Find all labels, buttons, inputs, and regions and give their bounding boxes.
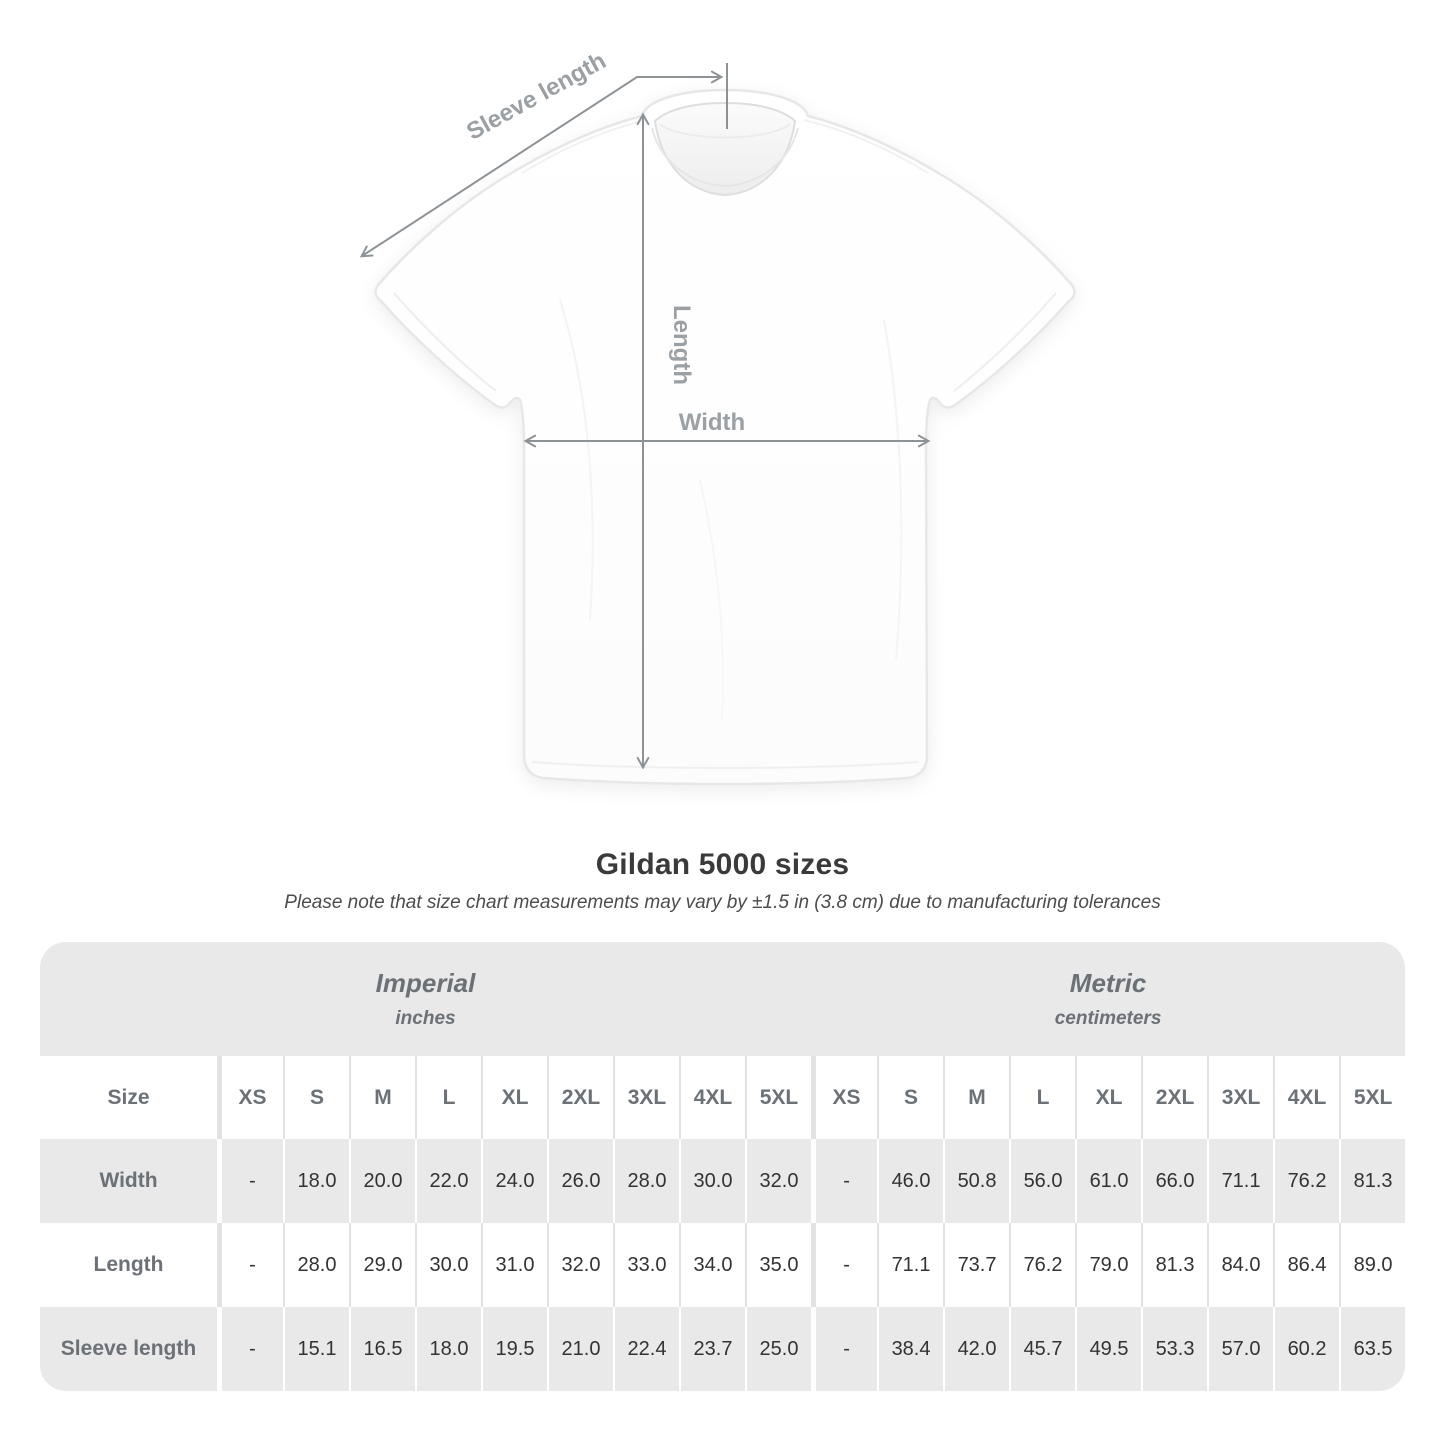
- row-label: Sleeve length: [40, 1307, 217, 1391]
- size-header-cell: 3XL: [1207, 1056, 1273, 1139]
- metric-group-header: [811, 942, 1405, 1056]
- tolerance-note: Please note that size chart measurements may vary by ±1.5 in (3.8 cm) due to manufacturing tolerances: [284, 892, 1161, 913]
- imperial-group-label: Imperial: [375, 968, 476, 998]
- sleeve-length-label: Sleeve length: [462, 47, 611, 146]
- value-cell: 57.0: [1207, 1307, 1273, 1391]
- value-cell: 66.0: [1141, 1139, 1207, 1223]
- value-cell: 30.0: [679, 1139, 745, 1223]
- value-cell: -: [811, 1307, 877, 1391]
- value-cell: 16.5: [349, 1307, 415, 1391]
- value-cell: 22.4: [613, 1307, 679, 1391]
- value-cell: 32.0: [745, 1139, 811, 1223]
- value-cell: -: [811, 1139, 877, 1223]
- size-header-cell: XL: [1075, 1056, 1141, 1139]
- value-cell: 29.0: [349, 1223, 415, 1307]
- value-cell: 30.0: [415, 1223, 481, 1307]
- size-header-cell: 4XL: [1273, 1056, 1339, 1139]
- value-cell: 56.0: [1009, 1139, 1075, 1223]
- value-cell: 63.5: [1339, 1307, 1405, 1391]
- value-cell: 31.0: [481, 1223, 547, 1307]
- size-header-cell: M: [349, 1056, 415, 1139]
- size-header-cell: XS: [811, 1056, 877, 1139]
- value-cell: -: [217, 1139, 283, 1223]
- value-cell: 71.1: [1207, 1139, 1273, 1223]
- size-header-cell: 3XL: [613, 1056, 679, 1139]
- value-cell: 15.1: [283, 1307, 349, 1391]
- table-row-length: [40, 1223, 1405, 1307]
- value-cell: 76.2: [1009, 1223, 1075, 1307]
- value-cell: 35.0: [745, 1223, 811, 1307]
- value-cell: 53.3: [1141, 1307, 1207, 1391]
- value-cell: 89.0: [1339, 1223, 1405, 1307]
- shirt-body: [376, 90, 1075, 784]
- metric-group-label: Metric: [1069, 968, 1147, 998]
- value-cell: 84.0: [1207, 1223, 1273, 1307]
- value-cell: 49.5: [1075, 1307, 1141, 1391]
- value-cell: 21.0: [547, 1307, 613, 1391]
- size-header-cell: XL: [481, 1056, 547, 1139]
- value-cell: 33.0: [613, 1223, 679, 1307]
- row-label: Length: [40, 1223, 217, 1307]
- metric-group-unit: centimeters: [1054, 1008, 1162, 1029]
- value-cell: 20.0: [349, 1139, 415, 1223]
- value-cell: 32.0: [547, 1223, 613, 1307]
- size-header-cell: M: [943, 1056, 1009, 1139]
- value-cell: 50.8: [943, 1139, 1009, 1223]
- value-cell: 38.4: [877, 1307, 943, 1391]
- value-cell: 24.0: [481, 1139, 547, 1223]
- size-header-cell: 2XL: [547, 1056, 613, 1139]
- value-cell: -: [217, 1223, 283, 1307]
- imperial-group-unit: inches: [395, 1008, 456, 1029]
- row-label: Width: [40, 1139, 217, 1223]
- size-header-cell: 5XL: [745, 1056, 811, 1139]
- unit-group-header-row: [40, 942, 1405, 1056]
- value-cell: 76.2: [1273, 1139, 1339, 1223]
- size-header-cell: 2XL: [1141, 1056, 1207, 1139]
- size-column-header: Size: [40, 1056, 217, 1139]
- size-header-row: [40, 1056, 1405, 1139]
- value-cell: 61.0: [1075, 1139, 1141, 1223]
- value-cell: 19.5: [481, 1307, 547, 1391]
- value-cell: 46.0: [877, 1139, 943, 1223]
- value-cell: 28.0: [613, 1139, 679, 1223]
- value-cell: 34.0: [679, 1223, 745, 1307]
- value-cell: 60.2: [1273, 1307, 1339, 1391]
- width-label: Width: [678, 409, 746, 436]
- value-cell: 81.3: [1141, 1223, 1207, 1307]
- imperial-group-header: [40, 942, 811, 1056]
- value-cell: 45.7: [1009, 1307, 1075, 1391]
- value-cell: 79.0: [1075, 1223, 1141, 1307]
- size-table: [40, 942, 1405, 1391]
- size-header-cell: L: [1009, 1056, 1075, 1139]
- value-cell: 23.7: [679, 1307, 745, 1391]
- size-header-cell: L: [415, 1056, 481, 1139]
- value-cell: -: [217, 1307, 283, 1391]
- value-cell: 25.0: [745, 1307, 811, 1391]
- size-header-cell: S: [283, 1056, 349, 1139]
- size-header-cell: 5XL: [1339, 1056, 1405, 1139]
- value-cell: 18.0: [415, 1307, 481, 1391]
- table-row-width: [40, 1139, 1405, 1223]
- value-cell: 26.0: [547, 1139, 613, 1223]
- table-row-sleeve-length: [40, 1307, 1405, 1391]
- value-cell: 22.0: [415, 1139, 481, 1223]
- value-cell: -: [811, 1223, 877, 1307]
- value-cell: 42.0: [943, 1307, 1009, 1391]
- page-title: Gildan 5000 sizes: [595, 848, 850, 881]
- size-header-cell: 4XL: [679, 1056, 745, 1139]
- value-cell: 18.0: [283, 1139, 349, 1223]
- value-cell: 71.1: [877, 1223, 943, 1307]
- size-header-cell: S: [877, 1056, 943, 1139]
- length-label: Length: [668, 305, 695, 385]
- value-cell: 28.0: [283, 1223, 349, 1307]
- value-cell: 86.4: [1273, 1223, 1339, 1307]
- value-cell: 73.7: [943, 1223, 1009, 1307]
- size-header-cell: XS: [217, 1056, 283, 1139]
- value-cell: 81.3: [1339, 1139, 1405, 1223]
